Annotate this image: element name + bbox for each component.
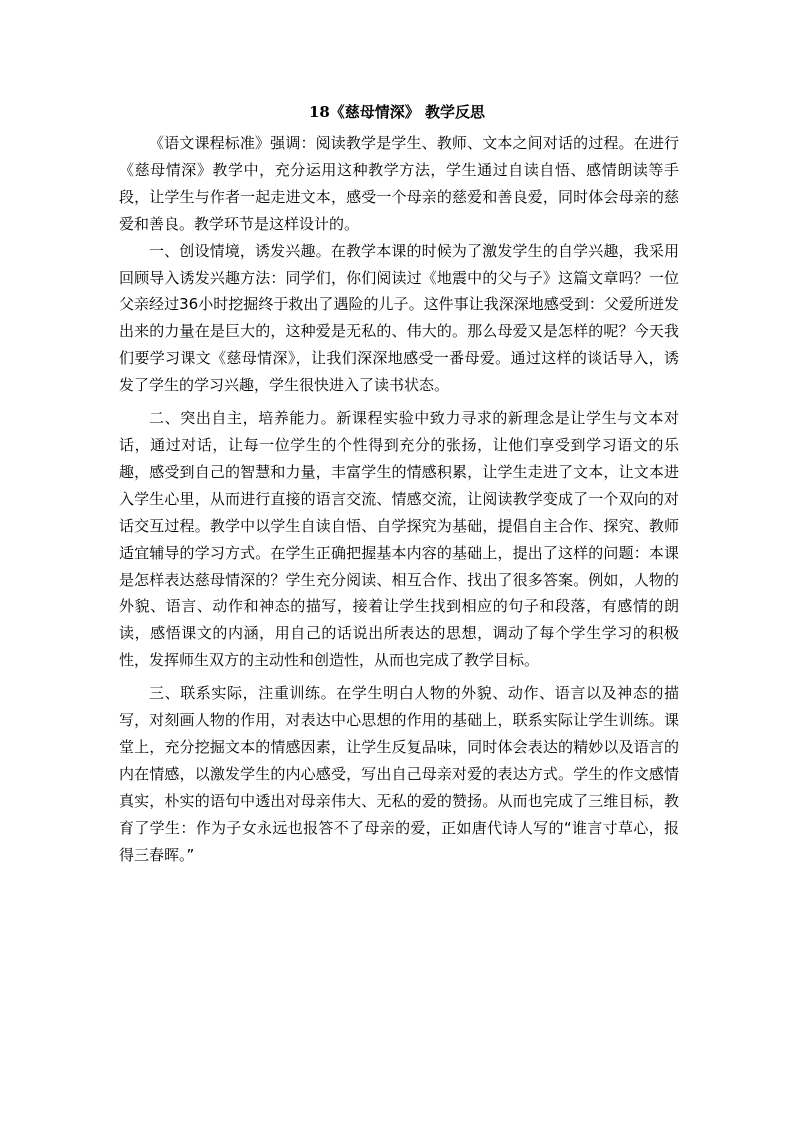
paragraph-intro: 《语文课程标准》强调：阅读教学是学生、教师、文本之间对话的过程。在进行《慈母情深》教学中，充分运用这种教学方法，学生通过自读自悟、感情朗读等手段，让学生与作者一起走进文本，感受一个母亲的慈爱和善良爱，同时体会母亲的慈爱和善良。教学环节是这样设计的。 <box>119 134 679 233</box>
paragraph-section-1: 一、创设情境，诱发兴趣。在教学本课的时候为了激发学生的自学兴趣，我采用回顾导入诱发兴趣方法：同学们，你们阅读过《地震中的父与子》这篇文章吗？一位父亲经过36小时挖掘终于救出了遇险的儿子。这件事让我深深地感受到：父爱所迸发出来的力量在是巨大的，这种爱是无私的、伟大的。那么母爱又是怎样的呢？今天我们要学习课文《慈母情深》，让我们深深地感受一番母爱。通过这样的谈话导入，诱发了学生的学习兴趣，学生很快进入了读书状态。 <box>119 241 679 395</box>
document-body <box>119 130 679 868</box>
paragraph-section-2: 二、突出自主，培养能力。新课程实验中致力寻求的新理念是让学生与文本对话，通过对话，让每一位学生的个性得到充分的张扬，让他们享受到学习语文的乐趣，感受到自己的智慧和力量，丰富学生的情感积累，让学生走进了文本，让文本进入学生心里，从而进行直接的语言交流、情感交流，让阅读教学变成了一个双向的对话交互过程。教学中以学生自读自悟、自学探究为基础，提倡自主合作、探究、教师适宜辅导的学习方式。在学生正确把握基本内容的基础上，提出了这样的问题：本课是怎样表达慈母情深的？学生充分阅读、相互合作、找出了很多答案。例如，人物的外貌、语言、动作和神态的描写，接着让学生找到相应的句子和段落，有感情的朗读，感悟课文的内涵，用自己的话说出所表达的思想，调动了每个学生学习的积极性，发挥师生双方的主动性和创造性，从而也完成了教学目标。 <box>119 409 679 670</box>
paragraph-section-3: 三、联系实际，注重训练。在学生明白人物的外貌、动作、语言以及神态的描写，对刻画人物的作用，对表达中心思想的作用的基础上，联系实际让学生训练。课堂上，充分挖掘文本的情感因素，让学生反复品味，同时体会表达的精妙以及语言的内在情感，以激发学生的内心感受，写出自己母亲对爱的表达方式。学生的作文感情真实，朴实的语句中透出对母亲伟大、无私的爱的赞扬。从而也完成了三维目标，教育了学生：作为子女永远也报答不了母亲的爱，正如唐代诗人写的“谁言寸草心，报得三春晖。” <box>119 684 679 864</box>
document-title: 18《慈母情深》 教学反思 <box>308 103 486 121</box>
